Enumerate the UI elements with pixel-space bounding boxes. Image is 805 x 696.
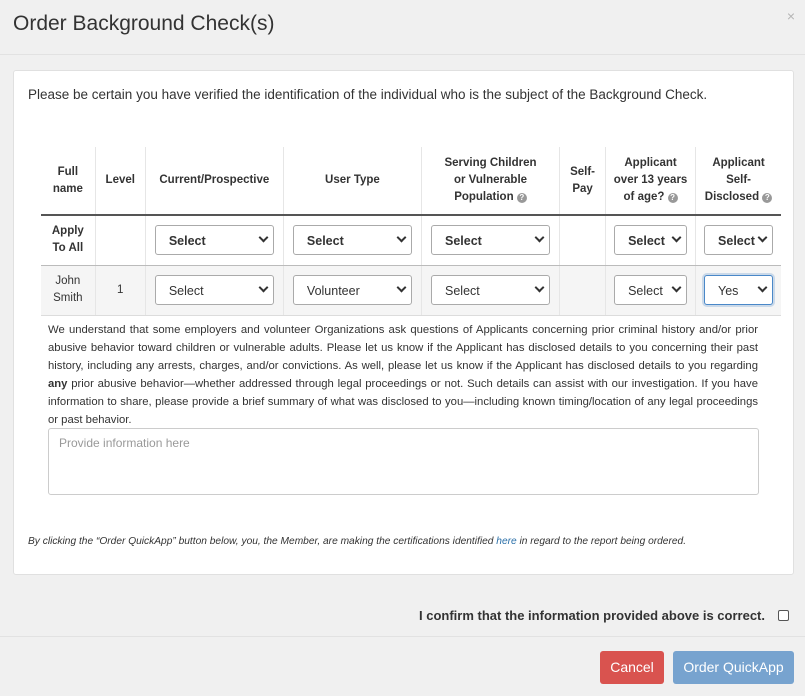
person-self-disclosed-cell — [696, 265, 781, 315]
table-header-row — [41, 147, 781, 215]
apply-self-disclosed-cell — [696, 215, 781, 265]
apply-user-type-cell — [283, 215, 421, 265]
person-over13-cell — [606, 265, 696, 315]
modal-header — [0, 0, 805, 55]
header-current-prospective: Current/Prospective — [145, 147, 283, 215]
person-serving-cell — [421, 265, 559, 315]
modal-title: Order Background Check(s) — [13, 12, 275, 35]
cancel-button[interactable]: Cancel — [600, 651, 664, 684]
header-serving-population: Serving Children or Vulnerable Population ? — [421, 147, 559, 215]
apply-user-type-select[interactable]: Select — [293, 225, 412, 255]
header-level: Level — [95, 147, 145, 215]
chevron-down-icon — [396, 283, 406, 293]
person-serving-select[interactable]: Select — [431, 275, 550, 305]
chevron-down-icon — [258, 233, 268, 243]
apply-over13-cell — [606, 215, 696, 265]
header-self-disclosed: Applicant Self- Disclosed ? — [696, 147, 781, 215]
certification-text: By clicking the “Order QuickApp” button below, you, the Member, are making the certifications identified here in regard to the report being ordered. — [28, 536, 687, 547]
chevron-down-icon — [758, 283, 768, 293]
help-icon[interactable]: ? — [668, 193, 678, 203]
apply-level-cell — [95, 215, 145, 265]
disclosure-text: We understand that some employers and volunteer Organizations ask questions of Applicants concerning prior criminal history and/or prior abusive behavior toward children or vulnerable adults. Please let us know if the Applicant has disclosed details to you concerning their past history, including any arrests, charges, and/or convictions. As well, please let us know if the Applicant has disclosed details to you regarding any prior abusive behavior—whether addressed through legal proceedings or not. Such details can assist with our investigation. If you have information to share, please provide a brief summary of what was disclosed to you—including known timing/location of any legal proceedings or past behavior. — [48, 324, 758, 426]
close-icon[interactable]: × — [786, 8, 795, 24]
person-user-type-select[interactable]: Volunteer — [293, 275, 412, 305]
apply-to-all-label: Apply To All — [41, 215, 95, 265]
header-over-13: Applicant over 13 years of age? ? — [606, 147, 696, 215]
confirm-label: I confirm that the information provided above is correct. — [419, 608, 765, 623]
person-level: 1 — [95, 265, 145, 315]
chevron-down-icon — [396, 233, 406, 243]
person-over13-select[interactable]: Select — [614, 275, 687, 305]
person-user-type-cell — [283, 265, 421, 315]
background-check-table — [41, 147, 781, 316]
person-self-disclosed-select[interactable]: Yes — [704, 275, 773, 305]
header-self-pay: Self- Pay — [560, 147, 606, 215]
chevron-down-icon — [258, 283, 268, 293]
chevron-down-icon — [672, 233, 682, 243]
confirm-checkbox[interactable] — [778, 610, 789, 621]
apply-over13-select[interactable]: Select — [614, 225, 687, 255]
disclosure-details-input[interactable]: Provide information here — [48, 428, 759, 495]
chevron-down-icon — [535, 283, 545, 293]
order-quickapp-button[interactable]: Order QuickApp — [673, 651, 794, 684]
table-row — [41, 265, 781, 315]
intro-text: Please be certain you have verified the identification of the individual who is the subject of the Background Check. — [28, 87, 708, 102]
apply-current-select[interactable]: Select — [155, 225, 274, 255]
help-icon[interactable]: ? — [762, 193, 772, 203]
apply-self-disclosed-select[interactable]: Select — [704, 225, 773, 255]
help-icon[interactable]: ? — [517, 193, 527, 203]
header-full-name: Full name — [41, 147, 95, 215]
footer-divider — [0, 636, 805, 637]
order-panel — [13, 70, 794, 575]
apply-to-all-row — [41, 215, 781, 265]
apply-current-cell — [145, 215, 283, 265]
person-name: John Smith — [41, 265, 95, 315]
person-current-cell — [145, 265, 283, 315]
person-current-select[interactable]: Select — [155, 275, 274, 305]
header-user-type: User Type — [283, 147, 421, 215]
apply-self-pay-cell — [560, 215, 606, 265]
chevron-down-icon — [535, 233, 545, 243]
certifications-link[interactable]: here — [496, 536, 517, 547]
person-self-pay-cell — [560, 265, 606, 315]
chevron-down-icon — [758, 233, 768, 243]
apply-serving-select[interactable]: Select — [431, 225, 550, 255]
apply-serving-cell — [421, 215, 559, 265]
chevron-down-icon — [672, 283, 682, 293]
